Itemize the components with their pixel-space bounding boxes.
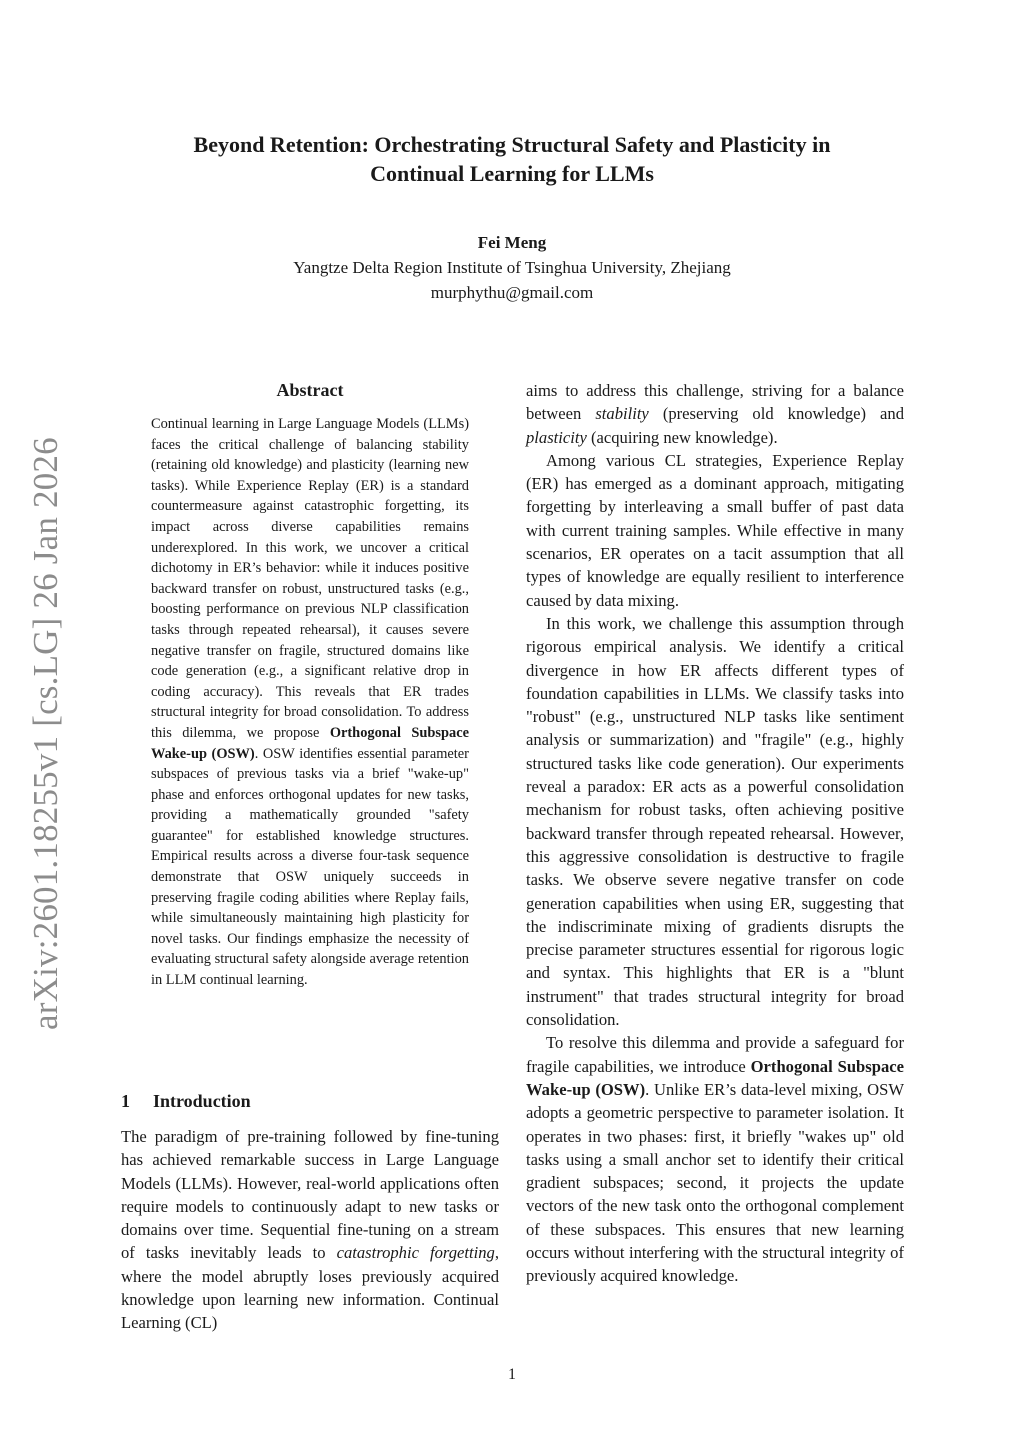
paper-title bbox=[120, 130, 904, 188]
section-title: Introduction bbox=[153, 1091, 251, 1111]
abstract-text-part-2: . OSW identifies essential parameter subspaces of previous tasks via a brief "wake-up" phase and enforces orthogonal updates for new tasks, providing a mathematically grounded "safety guarantee" for established knowledge structures. Empirical results across a diverse four-task sequence demonstrate that OSW uniquely succeeds in preserving fragile coding abilities where Replay fails, while simultaneously maintaining high plasticity for novel tasks. Our findings emphasize the necessity of evaluating structural safety alongside average retention in LLM continual learning. bbox=[151, 745, 469, 989]
abstract-method-name: Orthogonal Subspace Wake-up (OSW) bbox=[151, 724, 469, 762]
section-heading-introduction bbox=[121, 1089, 251, 1113]
intro-p1-italic: catastrophic forgetting bbox=[336, 1243, 495, 1263]
intro-paragraph-1-continued bbox=[526, 379, 904, 449]
intro-paragraph-1 bbox=[121, 1125, 499, 1335]
intro-p4-text-a: To resolve this dilemma and provide a safeguard for fragile capabilities, we introduce bbox=[526, 1033, 904, 1076]
intro-p4-text-b: . Unlike ER’s data-level mixing, OSW adopts a geometric perspective to parameter isolation. It operates in two phases: first, it briefly "wakes up" old tasks using a small anchor set to identify their critical gradient subspaces; second, it projects the update vectors of the new task onto the orthogonal complement of these subspaces. This ensures that new learning occurs without interfering with the structural integrity of previously acquired knowledge. bbox=[526, 1079, 904, 1286]
intro-method-name: Orthogonal Subspace Wake-up (OSW) bbox=[526, 1056, 904, 1099]
intro-p1-text-b: , where the model abruptly loses previously acquired knowledge upon learning new information. Continual Learning (CL) bbox=[121, 1243, 499, 1333]
intro-p1-cont-c: (acquiring new knowledge). bbox=[586, 427, 778, 447]
abstract-paragraph bbox=[151, 414, 469, 991]
page-number: 1 bbox=[508, 1366, 516, 1383]
title-line-2: Continual Learning for LLMs bbox=[370, 161, 654, 186]
author-name: Fei Meng bbox=[477, 233, 547, 252]
abstract-body bbox=[151, 414, 469, 991]
right-column bbox=[526, 379, 904, 1288]
intro-plasticity-term: plasticity bbox=[526, 427, 587, 447]
intro-paragraph-2: Among various CL strategies, Experience Replay (ER) has emerged as a dominant approach, mitigating forgetting by interleaving a small buffer of past data with current training samples. While effective in many scenarios, ER operates on a tacit assumption that all types of knowledge are equally resilient to interference caused by data mixing. bbox=[526, 450, 904, 610]
intro-paragraph-3: In this work, we challenge this assumption through rigorous empirical analysis. We identify a critical divergence in how ER affects different types of foundation capabilities in LLMs. We classify tasks into "robust" (e.g., unstructured NLP tasks like sentiment analysis or summarization) and "fragile" (e.g., highly structured tasks like code generation). Our experiments reveal a paradox: ER acts as a powerful consolidation mechanism for robust tasks, often achieving positive backward transfer through repeated rehearsal. However, this aggressive consolidation is destructive to fragile tasks. We observe severe negative transfer on code generation capabilities when using ER, suggesting that the indiscriminate mixing of gradients disrupts the precise parameter structures essential for rigorous logic and syntax. This highlights that ER is a "blunt instrument" that trades structural integrity for broad consolidation. bbox=[526, 613, 904, 1030]
arxiv-side-stamp: arXiv:2601.18255v1 [cs.LG] 26 Jan 2026 bbox=[26, 437, 65, 1030]
intro-paragraph-4 bbox=[526, 1031, 904, 1287]
abstract-text-part-1: Continual learning in Large Language Models (LLMs) faces the critical challenge of balancing stability (retaining old knowledge) and plasticity (learning new tasks). While Experience Replay (ER) is a standard countermeasure against catastrophic forgetting, its impact across diverse capabilities remains underexplored. In this work, we uncover a critical dichotomy in ER’s behavior: while it induces positive backward transfer on robust, unstructured tasks (e.g., boosting performance on previous NLP classification tasks through repeated rehearsal), it causes severe negative transfer on fragile, structured domains like code generation (e.g., a significant relative drop in coding accuracy). This reveals that ER trades structural integrity for broad consolidation. To address this dilemma, we propose bbox=[151, 416, 469, 741]
section-number: 1 bbox=[121, 1091, 130, 1111]
abstract-heading: Abstract bbox=[276, 380, 344, 400]
author-email: murphythu@gmail.com bbox=[430, 283, 594, 302]
author-affiliation: Yangtze Delta Region Institute of Tsinghua University, Zhejiang bbox=[293, 258, 731, 277]
intro-p1-text-a: The paradigm of pre-training followed by fine-tuning has achieved remarkable success in Large Language Models (LLMs). However, real-world applications often require models to continuously adapt to new tasks or domains over time. Sequential fine-tuning on a stream of tasks inevitably leads to bbox=[121, 1127, 499, 1263]
author-block bbox=[120, 230, 904, 305]
intro-p1-cont-a: aims to address this challenge, striving for a balance between bbox=[526, 381, 904, 424]
intro-stability-term: stability bbox=[595, 404, 649, 424]
intro-left-column bbox=[121, 1125, 499, 1335]
title-line-1: Beyond Retention: Orchestrating Structural Safety and Plasticity in bbox=[193, 132, 831, 157]
intro-p1-cont-b: (preserving old knowledge) and bbox=[648, 404, 905, 424]
